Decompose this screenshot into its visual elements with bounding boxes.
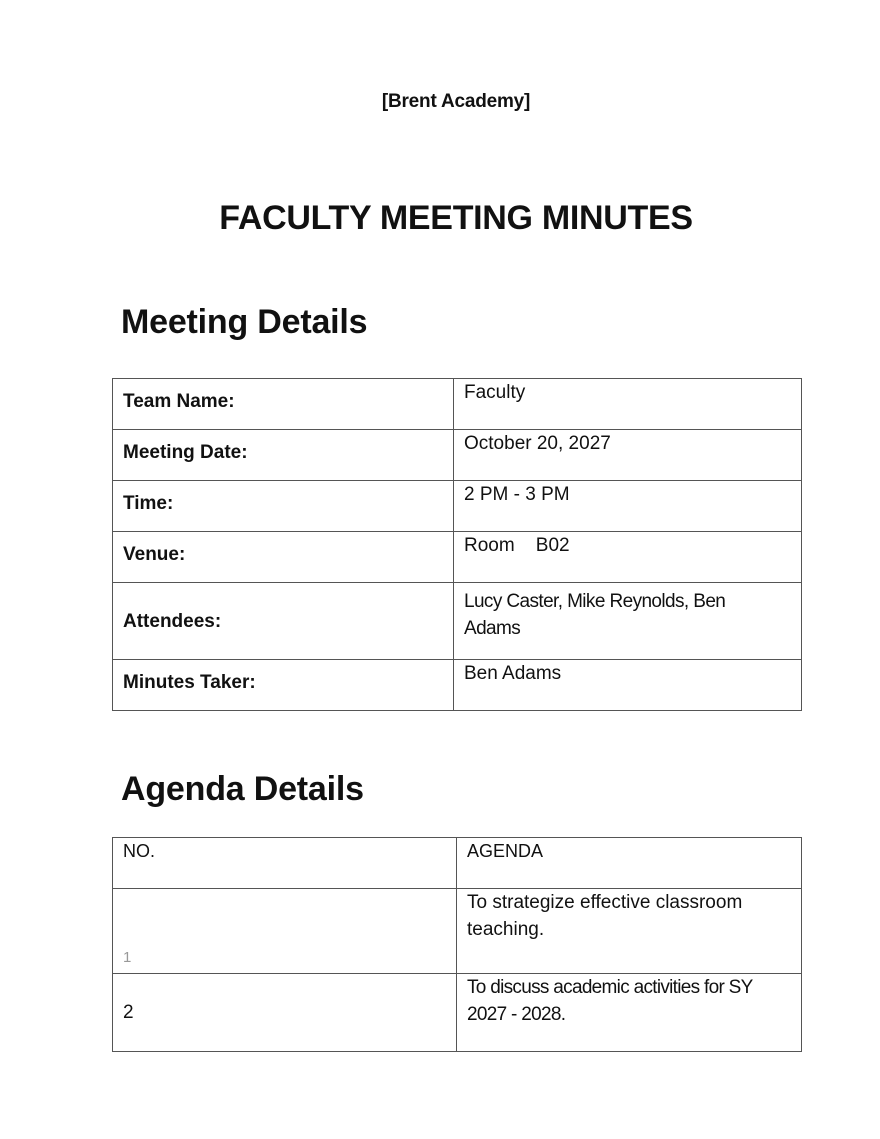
table-row [113, 889, 802, 974]
attendees-label: Attendees: [113, 583, 454, 660]
agenda-number: 2 [113, 974, 457, 1052]
table-row-venue [113, 532, 802, 583]
table-row-meeting-date [113, 430, 802, 481]
meeting-date-label: Meeting Date: [113, 430, 454, 481]
time-label: Time: [113, 481, 454, 532]
agenda-item: To discuss academic activities for SY 2027 - 2028. [457, 974, 802, 1052]
attendees-value: Lucy Caster, Mike Reynolds, Ben Adams [454, 583, 802, 660]
meeting-date-value: October 20, 2027 [454, 430, 802, 481]
table-row-attendees [113, 583, 802, 660]
minutes-taker-label: Minutes Taker: [113, 660, 454, 711]
agenda-details-heading: Agenda Details [121, 770, 364, 808]
table-row-team-name [113, 379, 802, 430]
column-header-agenda: AGENDA [457, 838, 802, 889]
table-row-minutes-taker [113, 660, 802, 711]
agenda-table [112, 837, 802, 1052]
venue-label: Venue: [113, 532, 454, 583]
agenda-number: 1 [113, 889, 457, 974]
table-row-time [113, 481, 802, 532]
meeting-details-heading: Meeting Details [121, 303, 368, 341]
table-row [113, 974, 802, 1052]
document-title: FACULTY MEETING MINUTES [219, 199, 693, 237]
team-name-label: Team Name: [113, 379, 454, 430]
meeting-details-table [112, 378, 802, 711]
venue-value: Room B02 [454, 532, 802, 583]
agenda-header-row [113, 838, 802, 889]
organization-name: [Brent Academy] [381, 91, 531, 112]
minutes-taker-value: Ben Adams [454, 660, 802, 711]
agenda-item: To strategize effective classroom teaching. [457, 889, 802, 974]
team-name-value: Faculty [454, 379, 802, 430]
column-header-no: NO. [113, 838, 457, 889]
time-value: 2 PM - 3 PM [454, 481, 802, 532]
